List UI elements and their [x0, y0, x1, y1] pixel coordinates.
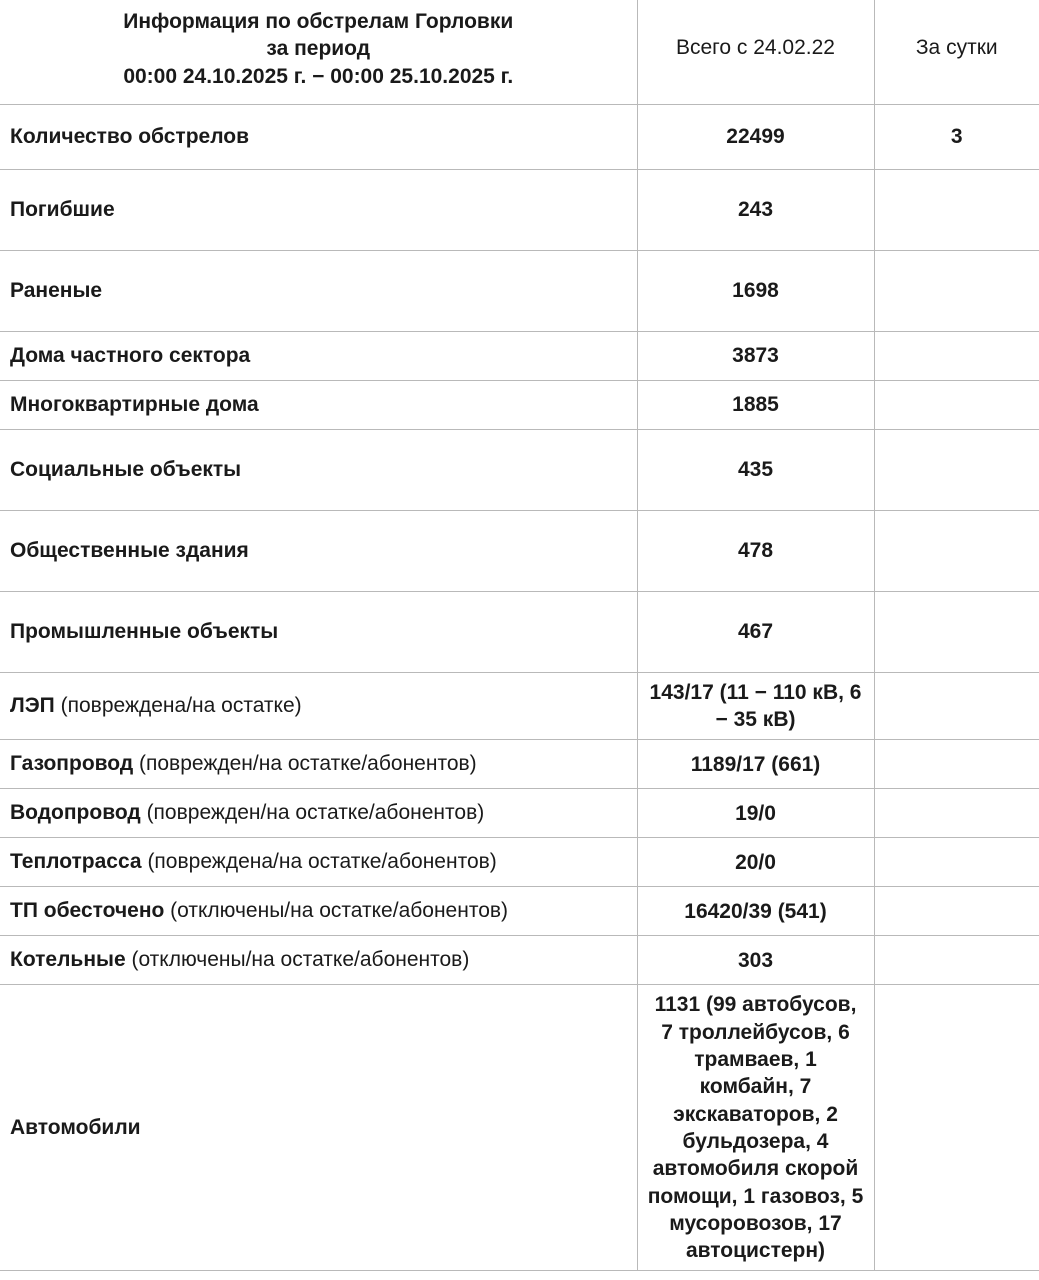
- row-label: Погибшие: [0, 169, 637, 250]
- row-day: 3: [874, 104, 1039, 169]
- table-row: [0, 789, 1039, 838]
- table-row: [0, 380, 1039, 429]
- row-total: 16420/39 (541): [637, 887, 874, 936]
- table-row-vehicles: [0, 985, 1039, 1271]
- row-total: 20/0: [637, 838, 874, 887]
- row-total: 19/0: [637, 789, 874, 838]
- row-total: 1189/17 (661): [637, 740, 874, 789]
- row-total: 3873: [637, 331, 874, 380]
- table-row: [0, 591, 1039, 672]
- row-total: 22499: [637, 104, 874, 169]
- row-day: [874, 672, 1039, 740]
- row-total: 1131 (99 автобусов, 7 троллейбусов, 6 трамваев, 1 комбайн, 7 экскаваторов, 2 бульдозера, 4 автомобиля скорой помощи, 1 газовоз, 5 мусоровозов, 17 автоцистерн): [637, 985, 874, 1271]
- table-row: [0, 104, 1039, 169]
- row-day: [874, 740, 1039, 789]
- table-row: [0, 887, 1039, 936]
- row-total: 143/17 (11 − 110 кВ, 6 − 35 кВ): [637, 672, 874, 740]
- row-label: Раненые: [0, 250, 637, 331]
- row-total: 243: [637, 169, 874, 250]
- row-day: [874, 936, 1039, 985]
- row-label: Водопровод (поврежден/на остатке/абонентов): [0, 789, 637, 838]
- report-title-line-1: Информация по обстрелам Горловки: [123, 10, 514, 33]
- column-header-day: За сутки: [874, 0, 1039, 104]
- row-label: Теплотрасса (повреждена/на остатке/абонентов): [0, 838, 637, 887]
- row-day: [874, 510, 1039, 591]
- report-title: [0, 0, 637, 104]
- table-body: [0, 104, 1039, 1271]
- row-label: Дома частного сектора: [0, 331, 637, 380]
- row-day: [874, 789, 1039, 838]
- row-label: Котельные (отключены/на остатке/абонентов): [0, 936, 637, 985]
- row-label: Общественные здания: [0, 510, 637, 591]
- row-total: 1698: [637, 250, 874, 331]
- row-label: Социальные объекты: [0, 429, 637, 510]
- table-row: [0, 672, 1039, 740]
- row-day: [874, 985, 1039, 1271]
- row-label: ТП обесточено (отключены/на остатке/абонентов): [0, 887, 637, 936]
- table-header: [0, 0, 1039, 104]
- row-total: 435: [637, 429, 874, 510]
- table-row: [0, 740, 1039, 789]
- row-total: 478: [637, 510, 874, 591]
- table-row: [0, 838, 1039, 887]
- table-row: [0, 936, 1039, 985]
- row-day: [874, 169, 1039, 250]
- row-day: [874, 380, 1039, 429]
- row-label: Промышленные объекты: [0, 591, 637, 672]
- row-label: Газопровод (поврежден/на остатке/абонентов): [0, 740, 637, 789]
- row-total: 303: [637, 936, 874, 985]
- table-row: [0, 250, 1039, 331]
- header-row: [0, 0, 1039, 104]
- row-day: [874, 429, 1039, 510]
- row-day: [874, 838, 1039, 887]
- row-day: [874, 250, 1039, 331]
- row-day: [874, 887, 1039, 936]
- report-title-line-3: 00:00 24.10.2025 г. − 00:00 25.10.2025 г.: [123, 64, 514, 88]
- table-row: [0, 169, 1039, 250]
- row-total: 467: [637, 591, 874, 672]
- table-row: [0, 331, 1039, 380]
- row-label: Многоквартирные дома: [0, 380, 637, 429]
- row-label: Количество обстрелов: [0, 104, 637, 169]
- table-row: [0, 510, 1039, 591]
- column-header-total: Всего с 24.02.22: [637, 0, 874, 104]
- row-day: [874, 591, 1039, 672]
- table-row: [0, 429, 1039, 510]
- row-label: Автомобили: [0, 985, 637, 1271]
- row-label: ЛЭП (повреждена/на остатке): [0, 672, 637, 740]
- report-title-line-2: за период: [266, 37, 371, 61]
- row-day: [874, 331, 1039, 380]
- row-total: 1885: [637, 380, 874, 429]
